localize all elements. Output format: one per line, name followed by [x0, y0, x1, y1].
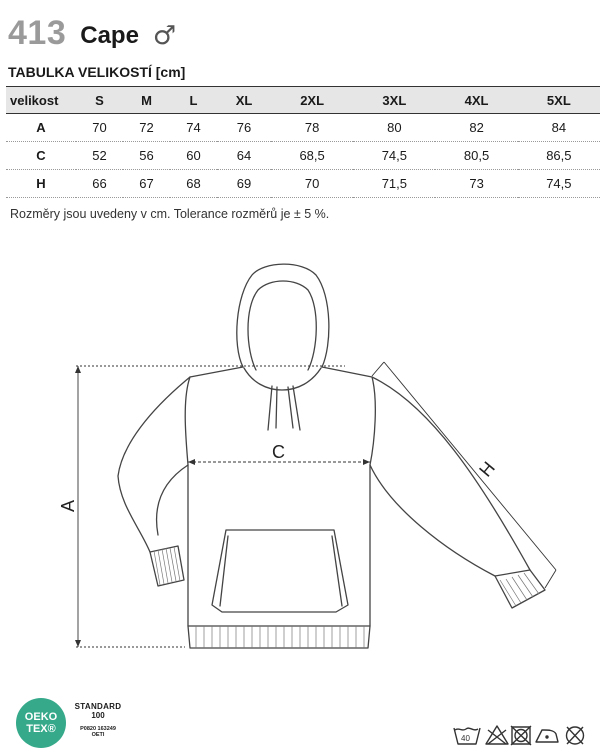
size-header-label: velikost [6, 87, 76, 114]
row-label: C [6, 142, 76, 170]
care-symbols [452, 722, 602, 748]
table-cell: 70 [271, 170, 353, 198]
body-left [185, 367, 243, 626]
hood-neck [244, 368, 321, 390]
product-header [8, 6, 176, 50]
arrow-icon [188, 459, 195, 465]
waistband [188, 626, 370, 648]
table-row [6, 170, 600, 198]
kangaroo-pocket [212, 530, 348, 612]
drawstring-left [268, 386, 277, 430]
size-header-cell: L [170, 87, 217, 114]
table-cell: 72 [123, 114, 170, 142]
table-cell: 82 [435, 114, 517, 142]
size-table-header-row [6, 87, 600, 114]
table-cell: 52 [76, 142, 123, 170]
drawstring-right [288, 386, 300, 430]
hoodie-drawing [0, 240, 608, 660]
arrow-icon [363, 459, 370, 465]
tolerance-note: Rozměry jsou uvedeny v cm. Tolerance rozměrů je ± 5 %. [10, 207, 330, 221]
table-cell: 70 [76, 114, 123, 142]
certifying-institute: OETI [91, 732, 105, 738]
table-cell: 80,5 [435, 142, 517, 170]
table-cell: 67 [123, 170, 170, 198]
size-header-cell: S [76, 87, 123, 114]
hoodie-outline [118, 264, 545, 648]
measure-h-bottom-tick [545, 570, 556, 588]
wash-temp-label: 40 [461, 734, 470, 743]
iron-icon [536, 730, 558, 742]
table-cell: 68 [170, 170, 217, 198]
hood-opening [248, 281, 316, 370]
table-cell: 60 [170, 142, 217, 170]
table-cell: 86,5 [518, 142, 600, 170]
table-cell: 68,5 [271, 142, 353, 170]
size-table [6, 86, 600, 198]
table-row [6, 114, 600, 142]
size-header-cell: 4XL [435, 87, 517, 114]
arrow-icon [75, 366, 81, 373]
size-header-cell: 3XL [353, 87, 435, 114]
table-cell: 78 [271, 114, 353, 142]
male-icon: ♂ [152, 21, 177, 51]
standard-label: STANDARD [74, 702, 122, 711]
label-c: C [272, 442, 285, 462]
measurement-lines [76, 362, 556, 647]
table-cell: 66 [76, 170, 123, 198]
oeko-tex-info [70, 702, 126, 738]
body-right [322, 367, 375, 626]
size-table-title: TABULKA VELIKOSTÍ [cm] [8, 64, 186, 80]
measure-h-top-tick [372, 362, 384, 376]
sleeve-left-inner [157, 465, 188, 535]
table-cell: 69 [217, 170, 271, 198]
label-a: A [58, 499, 78, 512]
table-cell: 76 [217, 114, 271, 142]
arrow-icon [75, 640, 81, 647]
wash-40-icon [454, 728, 480, 744]
table-cell: 64 [217, 142, 271, 170]
no-bleach-icon [486, 726, 508, 744]
no-tumble-dry-icon [511, 726, 531, 745]
size-header-cell: M [123, 87, 170, 114]
standard-number: 100 [91, 711, 105, 720]
measure-h-line [384, 362, 556, 570]
oeko-logo-line1: OEKO [24, 711, 58, 723]
product-name: Cape [80, 22, 139, 49]
no-dry-clean-icon [567, 727, 584, 744]
size-header-cell: 5XL [518, 87, 600, 114]
table-cell: 74,5 [353, 142, 435, 170]
size-header-cell: XL [217, 87, 271, 114]
table-cell: 71,5 [353, 170, 435, 198]
product-code: 413 [8, 14, 67, 52]
pocket-openings [220, 536, 342, 606]
row-label: H [6, 170, 76, 198]
oeko-logo-line2: TEX® [26, 723, 56, 735]
table-cell: 74,5 [518, 170, 600, 198]
row-label: A [6, 114, 76, 142]
oeko-tex-logo [16, 698, 66, 748]
measure-arrows [75, 366, 370, 647]
label-h: H [475, 457, 499, 481]
table-cell: 84 [518, 114, 600, 142]
table-row [6, 142, 600, 170]
sleeve-left-outer [118, 377, 190, 552]
size-header-cell: 2XL [271, 87, 353, 114]
table-cell: 74 [170, 114, 217, 142]
table-cell: 73 [435, 170, 517, 198]
sleeve-right-outer [372, 377, 530, 570]
certificate-number: P0820 163249 [80, 726, 116, 732]
table-cell: 80 [353, 114, 435, 142]
table-cell: 56 [123, 142, 170, 170]
